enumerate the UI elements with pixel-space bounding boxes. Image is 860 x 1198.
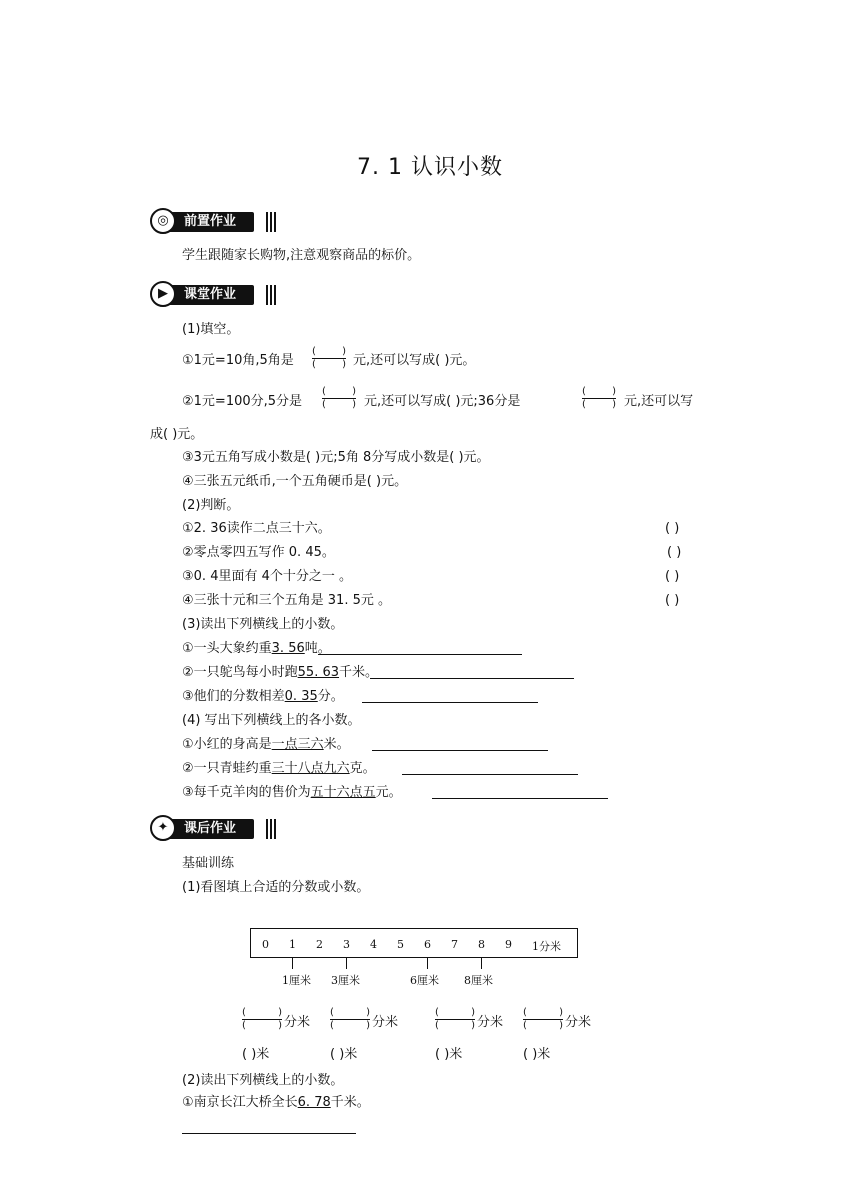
- fill-q1-text-b: 元,还可以写成( )元。: [353, 353, 476, 368]
- read-item: ②一只鸵鸟每小时跑55. 63千米。: [182, 665, 379, 680]
- after-homework-label: 课后作业: [164, 819, 254, 839]
- ruler-tick: 3: [343, 938, 350, 951]
- basic-training: 基础训练: [182, 856, 235, 871]
- pointer-line: [292, 957, 293, 969]
- fill-q4: ④三张五元纸币,一个五角硬币是( )元。: [182, 474, 408, 489]
- play-icon: ▶: [150, 281, 176, 307]
- unit-label: 分米: [477, 1015, 504, 1030]
- pointer-line: [427, 957, 428, 969]
- write-item: ②一只青蛙约重三十八点九六克。: [182, 761, 376, 776]
- after-homework-banner: [150, 815, 270, 843]
- ruler-tick: 1分米: [532, 940, 561, 953]
- fraction-blank[interactable]: ( ) ( ): [435, 1007, 475, 1031]
- fill-q1-text: ①1元=10角,5角是: [182, 353, 294, 368]
- pointer-line: [481, 957, 482, 969]
- answer-line[interactable]: [372, 750, 548, 751]
- cm-label: 6厘米: [410, 974, 439, 987]
- pointer-line: [346, 957, 347, 969]
- runner-icon: ✦: [150, 815, 176, 841]
- ruler-tick: 5: [397, 938, 404, 951]
- fraction-blank[interactable]: ( ) ( ): [582, 386, 616, 410]
- judge-bracket[interactable]: ( ): [665, 569, 680, 584]
- read-heading: (3)读出下列横线上的小数。: [182, 617, 344, 632]
- fraction-blank[interactable]: ( ) ( ): [330, 1007, 370, 1031]
- judge-bracket[interactable]: ( ): [665, 593, 680, 608]
- decimal-blank[interactable]: ( )米: [523, 1047, 551, 1062]
- banner-stripe: [266, 212, 276, 232]
- pre-homework-label: 前置作业: [164, 212, 254, 232]
- judge-bracket[interactable]: ( ): [665, 521, 680, 536]
- read-item: ③他们的分数相差0. 35分。: [182, 689, 344, 704]
- fraction-blank[interactable]: ( ) ( ): [242, 1007, 282, 1031]
- answer-line[interactable]: [402, 774, 578, 775]
- cm-label: 8厘米: [464, 974, 493, 987]
- judge-bracket[interactable]: ( ): [667, 545, 682, 560]
- after-q2-item: ①南京长江大桥全长6. 78千米。: [182, 1095, 370, 1110]
- ruler-tick: 6: [424, 938, 431, 951]
- answer-line[interactable]: [362, 702, 538, 703]
- decimal-blank[interactable]: ( )米: [435, 1047, 463, 1062]
- write-heading: (4) 写出下列横线上的各小数。: [182, 713, 361, 728]
- fill-q2-text-d: 成( )元。: [150, 427, 204, 442]
- ruler-tick: 0: [262, 938, 269, 951]
- answer-line[interactable]: [370, 678, 574, 679]
- fill-q2-text-c: 元,还可以写: [624, 394, 694, 409]
- fill-q2-text-b: 元,还可以写成( )元;36分是: [364, 394, 521, 409]
- judge-item: ③0. 4里面有 4个十分之一 。: [182, 569, 352, 584]
- globe-icon: ◎: [150, 208, 176, 234]
- fraction-blank[interactable]: ( ) ( ): [312, 346, 346, 370]
- answer-line[interactable]: [182, 1133, 356, 1134]
- ruler-figure: [250, 928, 578, 958]
- cm-label: 1厘米: [282, 974, 311, 987]
- ruler-tick: 9: [505, 938, 512, 951]
- judge-item: ②零点零四五写作 0. 45。: [182, 545, 335, 560]
- unit-label: 分米: [284, 1015, 311, 1030]
- ruler-tick: 8: [478, 938, 485, 951]
- after-q2: (2)读出下列横线上的小数。: [182, 1073, 344, 1088]
- unit-label: 分米: [372, 1015, 399, 1030]
- ruler-tick: 7: [451, 938, 458, 951]
- page-title: 7. 1 认识小数: [357, 155, 503, 180]
- ruler-tick: 1: [289, 938, 296, 951]
- banner-stripe: [266, 285, 276, 305]
- decimal-blank[interactable]: ( )米: [330, 1047, 358, 1062]
- ruler-tick: 2: [316, 938, 323, 951]
- pre-text: 学生跟随家长购物,注意观察商品的标价。: [182, 248, 421, 263]
- write-item: ①小红的身高是一点三六米。: [182, 737, 350, 752]
- fill-q3: ③3元五角写成小数是( )元;5角 8分写成小数是( )元。: [182, 450, 490, 465]
- fill-q2-text: ②1元=100分,5分是: [182, 394, 303, 409]
- judge-item: ④三张十元和三个五角是 31. 5元 。: [182, 593, 391, 608]
- pre-homework-banner: [150, 208, 270, 236]
- class-homework-banner: [150, 281, 270, 309]
- class-homework-label: 课堂作业: [164, 285, 254, 305]
- decimal-blank[interactable]: ( )米: [242, 1047, 270, 1062]
- unit-label: 分米: [565, 1015, 592, 1030]
- answer-line[interactable]: [318, 654, 522, 655]
- banner-stripe: [266, 819, 276, 839]
- judge-heading: (2)判断。: [182, 498, 240, 513]
- after-q1: (1)看图填上合适的分数或小数。: [182, 880, 370, 895]
- cm-label: 3厘米: [331, 974, 360, 987]
- write-item: ③每千克羊肉的售价为五十六点五元。: [182, 785, 402, 800]
- fill-heading: (1)填空。: [182, 322, 240, 337]
- fraction-blank[interactable]: ( ) ( ): [523, 1007, 563, 1031]
- ruler-tick: 4: [370, 938, 377, 951]
- answer-line[interactable]: [432, 798, 608, 799]
- fraction-blank[interactable]: ( ) ( ): [322, 386, 356, 410]
- judge-item: ①2. 36读作二点三十六。: [182, 521, 331, 536]
- read-item: ①一头大象约重3. 56吨。: [182, 641, 331, 656]
